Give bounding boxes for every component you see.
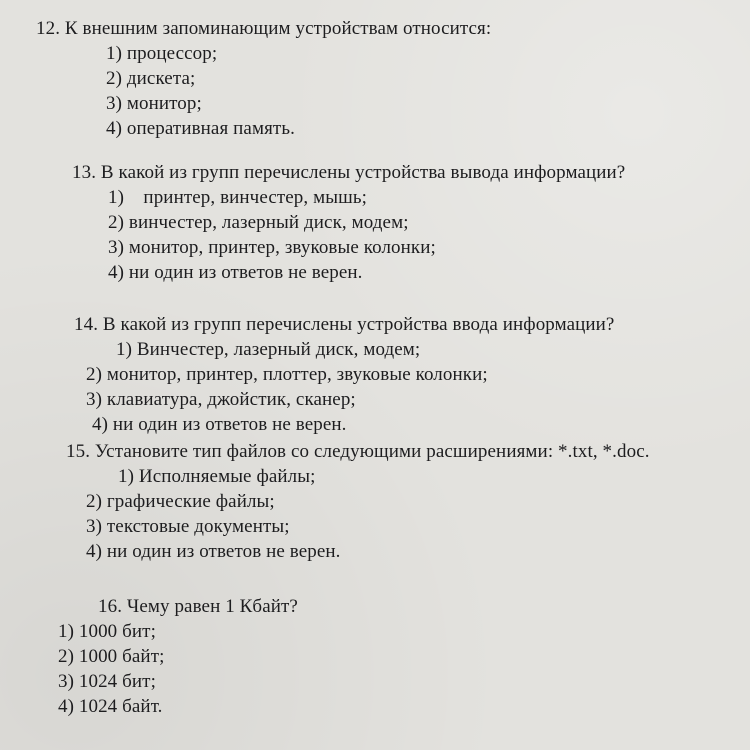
answer-option: 3) монитор;	[106, 93, 202, 114]
answer-option: 1) принтер, винчестер, мышь;	[108, 187, 367, 208]
answer-option: 2) винчестер, лазерный диск, модем;	[108, 212, 409, 233]
answer-option: 1) процессор;	[106, 43, 218, 64]
answer-option: 2) 1000 байт;	[58, 646, 165, 667]
answer-option: 4) ни один из ответов не верен.	[108, 262, 363, 283]
question-13	[72, 160, 625, 285]
answer-option: 1) Винчестер, лазерный диск, модем;	[116, 339, 421, 360]
answer-option: 1) Исполняемые файлы;	[118, 466, 316, 487]
question-title: 12. К внешним запоминающим устройствам относится:	[36, 18, 492, 39]
question-15	[66, 439, 650, 564]
answer-option: 1) 1000 бит;	[58, 621, 156, 642]
answer-option: 3) 1024 бит;	[58, 671, 156, 692]
answer-option: 4) 1024 байт.	[58, 696, 163, 717]
answer-option: 3) клавиатура, джойстик, сканер;	[86, 389, 356, 410]
answer-option: 4) ни один из ответов не верен.	[92, 414, 347, 435]
question-16	[58, 594, 298, 719]
answer-option: 3) монитор, принтер, звуковые колонки;	[108, 237, 436, 258]
answer-option: 3) текстовые документы;	[86, 516, 290, 537]
answer-option: 2) дискета;	[106, 68, 196, 89]
question-12	[36, 16, 491, 141]
question-14	[74, 312, 614, 437]
question-title: 13. В какой из групп перечислены устройства вывода информации?	[72, 162, 626, 183]
answer-option: 4) оперативная память.	[106, 118, 295, 139]
answer-option: 2) графические файлы;	[86, 491, 275, 512]
question-title: 14. В какой из групп перечислены устройства ввода информации?	[74, 314, 615, 335]
question-title: 15. Установите тип файлов со следующими расширениями: *.txt, *.doc.	[66, 441, 650, 462]
question-title: 16. Чему равен 1 Кбайт?	[98, 596, 298, 617]
answer-option: 4) ни один из ответов не верен.	[86, 541, 341, 562]
answer-option: 2) монитор, принтер, плоттер, звуковые колонки;	[86, 364, 488, 385]
